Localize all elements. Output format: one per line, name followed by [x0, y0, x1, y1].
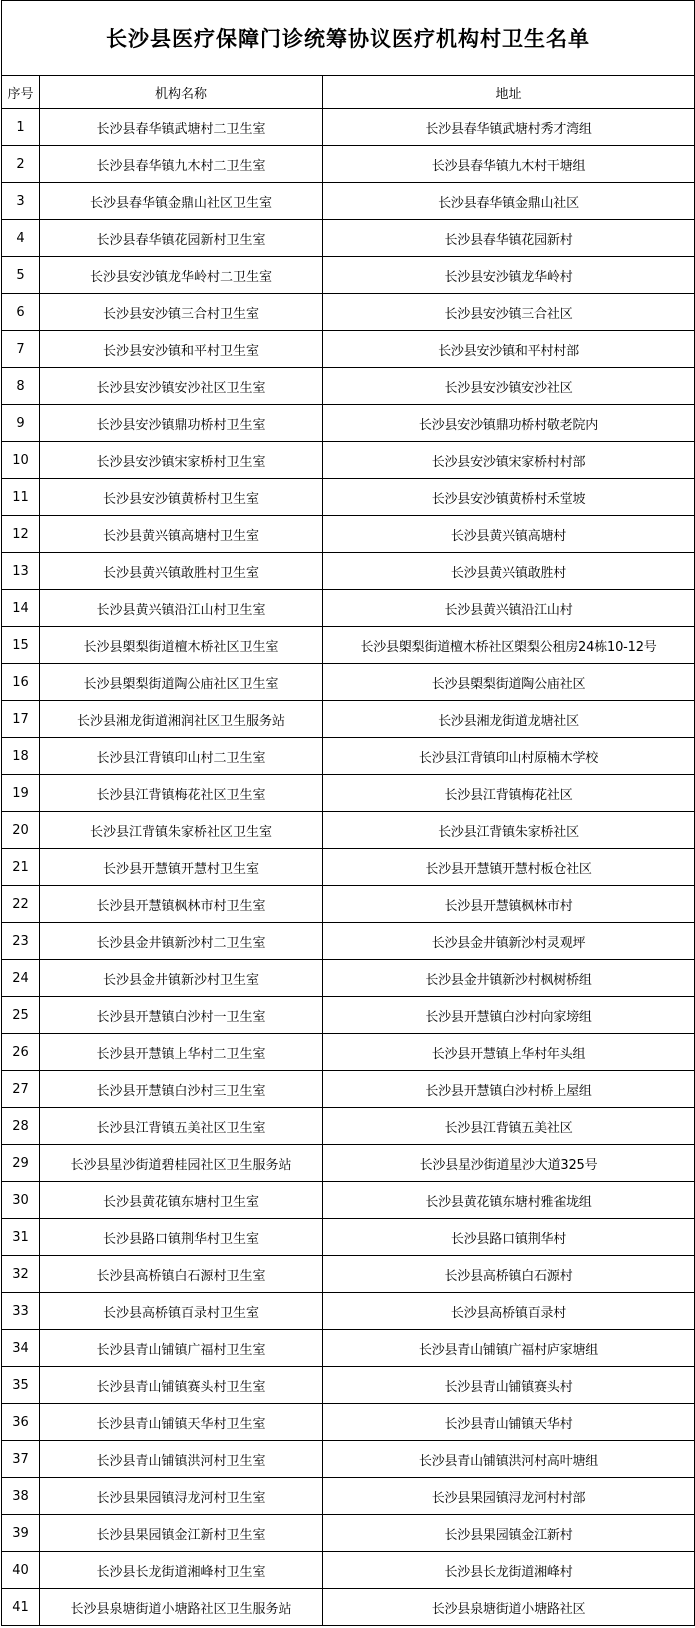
- row-name-cell: 长沙县安沙镇龙华岭村二卫生室: [40, 257, 323, 294]
- row-address-cell: 长沙县星沙街道星沙大道325号: [323, 1145, 695, 1182]
- row-index-cell: 8: [2, 368, 40, 405]
- row-index-cell: 31: [2, 1219, 40, 1256]
- row-address-cell: 长沙县开慧镇上华村年头组: [323, 1034, 695, 1071]
- table-row: [2, 516, 695, 553]
- row-name-cell: 长沙县开慧镇白沙村一卫生室: [40, 997, 323, 1034]
- row-name-cell: 长沙县开慧镇开慧村卫生室: [40, 849, 323, 886]
- table-row: [2, 701, 695, 738]
- row-address-cell: 长沙县长龙街道湘峰村: [323, 1552, 695, 1589]
- row-address-cell: 长沙县安沙镇三合社区: [323, 294, 695, 331]
- row-name-cell: 长沙县开慧镇白沙村三卫生室: [40, 1071, 323, 1108]
- row-address-cell: 长沙县开慧镇白沙村桥上屋组: [323, 1071, 695, 1108]
- table-row: [2, 1515, 695, 1552]
- table-row: [2, 590, 695, 627]
- table-row: [2, 664, 695, 701]
- row-index-cell: 5: [2, 257, 40, 294]
- row-index-cell: 33: [2, 1293, 40, 1330]
- row-name-cell: 长沙县金井镇新沙村二卫生室: [40, 923, 323, 960]
- row-address-cell: 长沙县金井镇新沙村枫树桥组: [323, 960, 695, 997]
- table-row: [2, 1330, 695, 1367]
- row-name-cell: 长沙县长龙街道湘峰村卫生室: [40, 1552, 323, 1589]
- row-index-cell: 40: [2, 1552, 40, 1589]
- row-name-cell: 长沙县安沙镇鼎功桥村卫生室: [40, 405, 323, 442]
- table-row: [2, 553, 695, 590]
- table-row: [2, 183, 695, 220]
- row-index-cell: 28: [2, 1108, 40, 1145]
- row-address-cell: 长沙县黄花镇东塘村雅雀垅组: [323, 1182, 695, 1219]
- table-row: [2, 1182, 695, 1219]
- row-address-cell: 长沙县㮾梨街道陶公庙社区: [323, 664, 695, 701]
- table-row: [2, 1145, 695, 1182]
- row-address-cell: 长沙县江背镇梅花社区: [323, 775, 695, 812]
- row-name-cell: 长沙县黄兴镇敢胜村卫生室: [40, 553, 323, 590]
- row-index-cell: 6: [2, 294, 40, 331]
- row-name-cell: 长沙县㮾梨街道陶公庙社区卫生室: [40, 664, 323, 701]
- row-address-cell: 长沙县江背镇五美社区: [323, 1108, 695, 1145]
- row-name-cell: 长沙县路口镇荆华村卫生室: [40, 1219, 323, 1256]
- row-index-cell: 41: [2, 1589, 40, 1626]
- row-index-cell: 2: [2, 146, 40, 183]
- row-name-cell: 长沙县江背镇朱家桥社区卫生室: [40, 812, 323, 849]
- table-row: [2, 1108, 695, 1145]
- row-name-cell: 长沙县星沙街道碧桂园社区卫生服务站: [40, 1145, 323, 1182]
- row-index-cell: 24: [2, 960, 40, 997]
- row-address-cell: 长沙县安沙镇鼎功桥村敬老院内: [323, 405, 695, 442]
- row-index-cell: 29: [2, 1145, 40, 1182]
- row-name-cell: 长沙县高桥镇百录村卫生室: [40, 1293, 323, 1330]
- row-index-cell: 15: [2, 627, 40, 664]
- row-index-cell: 4: [2, 220, 40, 257]
- table-row: [2, 923, 695, 960]
- row-index-cell: 26: [2, 1034, 40, 1071]
- row-address-cell: 长沙县黄兴镇高塘村: [323, 516, 695, 553]
- row-index-cell: 32: [2, 1256, 40, 1293]
- table-row: [2, 220, 695, 257]
- row-address-cell: 长沙县青山铺镇洪河村高叶塘组: [323, 1441, 695, 1478]
- row-index-cell: 11: [2, 479, 40, 516]
- row-address-cell: 长沙县春华镇金鼎山社区: [323, 183, 695, 220]
- table-row: [2, 1404, 695, 1441]
- row-name-cell: 长沙县青山铺镇广福村卫生室: [40, 1330, 323, 1367]
- table-row: [2, 479, 695, 516]
- table-row: [2, 1552, 695, 1589]
- table-row: [2, 146, 695, 183]
- row-name-cell: 长沙县安沙镇安沙社区卫生室: [40, 368, 323, 405]
- row-index-cell: 18: [2, 738, 40, 775]
- table-row: [2, 1293, 695, 1330]
- row-address-cell: 长沙县金井镇新沙村灵观坪: [323, 923, 695, 960]
- row-name-cell: 长沙县春华镇武塘村二卫生室: [40, 109, 323, 146]
- table-row: [2, 960, 695, 997]
- row-index-cell: 23: [2, 923, 40, 960]
- row-name-cell: 长沙县高桥镇白石源村卫生室: [40, 1256, 323, 1293]
- row-address-cell: 长沙县安沙镇龙华岭村: [323, 257, 695, 294]
- table-row: [2, 1478, 695, 1515]
- table-row: [2, 1589, 695, 1626]
- row-name-cell: 长沙县果园镇浔龙河村卫生室: [40, 1478, 323, 1515]
- row-name-cell: 长沙县青山铺镇洪河村卫生室: [40, 1441, 323, 1478]
- row-index-cell: 1: [2, 109, 40, 146]
- row-index-cell: 27: [2, 1071, 40, 1108]
- title-row: [2, 1, 695, 76]
- table-row: [2, 738, 695, 775]
- row-name-cell: 长沙县江背镇印山村二卫生室: [40, 738, 323, 775]
- row-name-cell: 长沙县江背镇五美社区卫生室: [40, 1108, 323, 1145]
- row-index-cell: 10: [2, 442, 40, 479]
- header-name: 机构名称: [40, 76, 323, 109]
- row-index-cell: 12: [2, 516, 40, 553]
- row-index-cell: 20: [2, 812, 40, 849]
- row-name-cell: 长沙县黄花镇东塘村卫生室: [40, 1182, 323, 1219]
- row-address-cell: 长沙县果园镇浔龙河村村部: [323, 1478, 695, 1515]
- row-address-cell: 长沙县湘龙街道龙塘社区: [323, 701, 695, 738]
- table-row: [2, 442, 695, 479]
- row-name-cell: 长沙县开慧镇枫林市村卫生室: [40, 886, 323, 923]
- row-address-cell: 长沙县高桥镇百录村: [323, 1293, 695, 1330]
- row-name-cell: 长沙县㮾梨街道檀木桥社区卫生室: [40, 627, 323, 664]
- row-name-cell: 长沙县春华镇金鼎山社区卫生室: [40, 183, 323, 220]
- row-address-cell: 长沙县春华镇花园新村: [323, 220, 695, 257]
- table-row: [2, 1071, 695, 1108]
- row-address-cell: 长沙县高桥镇白石源村: [323, 1256, 695, 1293]
- row-index-cell: 21: [2, 849, 40, 886]
- row-name-cell: 长沙县春华镇九木村二卫生室: [40, 146, 323, 183]
- row-name-cell: 长沙县开慧镇上华村二卫生室: [40, 1034, 323, 1071]
- row-address-cell: 长沙县江背镇朱家桥社区: [323, 812, 695, 849]
- row-address-cell: 长沙县江背镇印山村原楠木学校: [323, 738, 695, 775]
- table-row: [2, 886, 695, 923]
- row-address-cell: 长沙县青山铺镇天华村: [323, 1404, 695, 1441]
- row-address-cell: 长沙县春华镇武塘村秀才湾组: [323, 109, 695, 146]
- row-index-cell: 30: [2, 1182, 40, 1219]
- row-name-cell: 长沙县江背镇梅花社区卫生室: [40, 775, 323, 812]
- row-index-cell: 36: [2, 1404, 40, 1441]
- row-address-cell: 长沙县春华镇九木村干塘组: [323, 146, 695, 183]
- document-title: 长沙县医疗保障门诊统筹协议医疗机构村卫生名单: [2, 1, 695, 76]
- table-row: [2, 627, 695, 664]
- row-index-cell: 38: [2, 1478, 40, 1515]
- row-name-cell: 长沙县青山铺镇天华村卫生室: [40, 1404, 323, 1441]
- table-row: [2, 812, 695, 849]
- table-row: [2, 997, 695, 1034]
- row-name-cell: 长沙县黄兴镇沿江山村卫生室: [40, 590, 323, 627]
- row-address-cell: 长沙县黄兴镇沿江山村: [323, 590, 695, 627]
- row-index-cell: 39: [2, 1515, 40, 1552]
- table-row: [2, 775, 695, 812]
- row-index-cell: 22: [2, 886, 40, 923]
- table-row: [2, 294, 695, 331]
- row-address-cell: 长沙县泉塘街道小塘路社区: [323, 1589, 695, 1626]
- row-address-cell: 长沙县青山铺镇广福村庐家塘组: [323, 1330, 695, 1367]
- row-name-cell: 长沙县金井镇新沙村卫生室: [40, 960, 323, 997]
- table-row: [2, 257, 695, 294]
- row-address-cell: 长沙县路口镇荆华村: [323, 1219, 695, 1256]
- row-name-cell: 长沙县安沙镇宋家桥村卫生室: [40, 442, 323, 479]
- row-address-cell: 长沙县青山铺镇赛头村: [323, 1367, 695, 1404]
- row-name-cell: 长沙县安沙镇和平村卫生室: [40, 331, 323, 368]
- table-row: [2, 331, 695, 368]
- row-address-cell: 长沙县开慧镇开慧村板仓社区: [323, 849, 695, 886]
- row-name-cell: 长沙县春华镇花园新村卫生室: [40, 220, 323, 257]
- row-index-cell: 17: [2, 701, 40, 738]
- table-row: [2, 1034, 695, 1071]
- row-name-cell: 长沙县安沙镇黄桥村卫生室: [40, 479, 323, 516]
- row-index-cell: 7: [2, 331, 40, 368]
- row-index-cell: 9: [2, 405, 40, 442]
- row-address-cell: 长沙县开慧镇枫林市村: [323, 886, 695, 923]
- table-row: [2, 1367, 695, 1404]
- row-index-cell: 16: [2, 664, 40, 701]
- row-index-cell: 25: [2, 997, 40, 1034]
- table-row: [2, 849, 695, 886]
- row-index-cell: 14: [2, 590, 40, 627]
- table-row: [2, 1256, 695, 1293]
- clinic-list-table: [1, 0, 695, 1626]
- row-index-cell: 34: [2, 1330, 40, 1367]
- row-index-cell: 13: [2, 553, 40, 590]
- row-address-cell: 长沙县安沙镇安沙社区: [323, 368, 695, 405]
- header-address: 地址: [323, 76, 695, 109]
- row-name-cell: 长沙县安沙镇三合村卫生室: [40, 294, 323, 331]
- table-row: [2, 1219, 695, 1256]
- row-name-cell: 长沙县湘龙街道湘润社区卫生服务站: [40, 701, 323, 738]
- header-index: 序号: [2, 76, 40, 109]
- row-address-cell: 长沙县安沙镇宋家桥村村部: [323, 442, 695, 479]
- row-address-cell: 长沙县㮾梨街道檀木桥社区㮾梨公租房24栋10-12号: [323, 627, 695, 664]
- table-row: [2, 109, 695, 146]
- table-row: [2, 368, 695, 405]
- row-index-cell: 35: [2, 1367, 40, 1404]
- row-index-cell: 3: [2, 183, 40, 220]
- row-name-cell: 长沙县泉塘街道小塘路社区卫生服务站: [40, 1589, 323, 1626]
- table-row: [2, 405, 695, 442]
- row-address-cell: 长沙县安沙镇黄桥村禾堂坡: [323, 479, 695, 516]
- row-address-cell: 长沙县开慧镇白沙村向家塝组: [323, 997, 695, 1034]
- row-address-cell: 长沙县安沙镇和平村村部: [323, 331, 695, 368]
- row-address-cell: 长沙县黄兴镇敢胜村: [323, 553, 695, 590]
- header-row: [2, 76, 695, 109]
- row-name-cell: 长沙县青山铺镇赛头村卫生室: [40, 1367, 323, 1404]
- row-name-cell: 长沙县果园镇金江新村卫生室: [40, 1515, 323, 1552]
- table-row: [2, 1441, 695, 1478]
- row-index-cell: 19: [2, 775, 40, 812]
- row-name-cell: 长沙县黄兴镇高塘村卫生室: [40, 516, 323, 553]
- table-body: [2, 109, 695, 1626]
- row-address-cell: 长沙县果园镇金江新村: [323, 1515, 695, 1552]
- row-index-cell: 37: [2, 1441, 40, 1478]
